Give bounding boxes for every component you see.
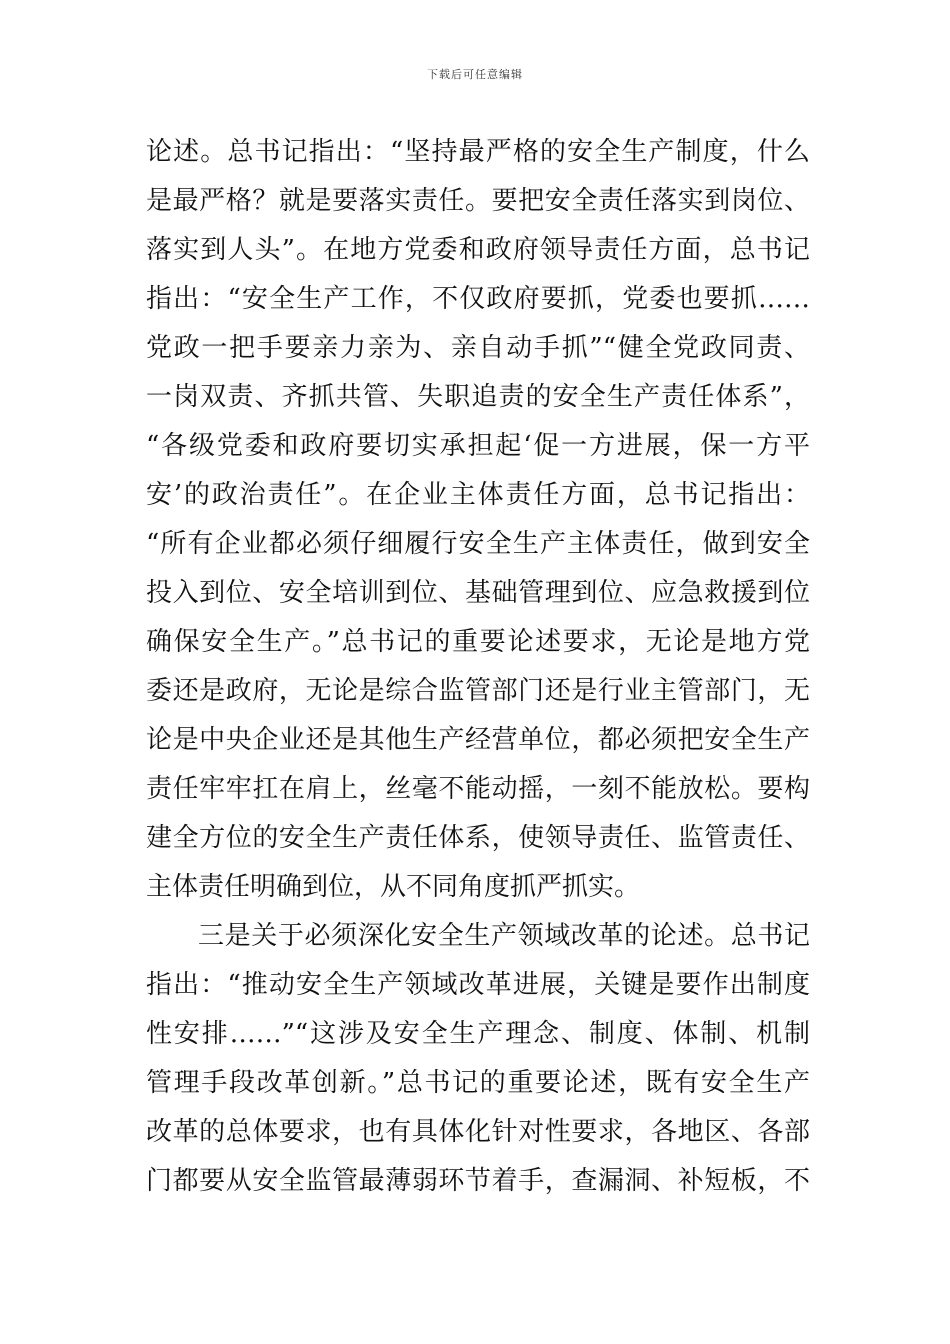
paragraph-1 <box>146 128 810 912</box>
text-line: 性安排……”“这涉及安全生产理念、制度、体制、机制 <box>146 1019 810 1049</box>
text-line: 建全方位的安全生产责任体系，使领导责任、监管责任、 <box>146 823 810 853</box>
text-line: 指出：“安全生产工作，不仅政府要抓，党委也要抓…… <box>146 284 810 314</box>
text-line: “各级党委和政府要切实承担起‘促一方进展，保一方平 <box>146 431 810 461</box>
text-line: 论述。总书记指出：“坚持最严格的安全生产制度，什么 <box>146 137 810 167</box>
text-line: 落实到人头”。在地方党委和政府领导责任方面，总书记 <box>146 235 810 265</box>
text-line: 投入到位、安全培训到位、基础管理到位、应急救援到位 <box>146 578 810 608</box>
page-header: 下载后可任意编辑 <box>427 68 523 81</box>
text-line: “所有企业都必须仔细履行安全生产主体责任，做到安全 <box>146 529 810 559</box>
text-line: 门都要从安全监管最薄弱环节着手，查漏洞、补短板，不 <box>146 1166 810 1196</box>
document-body <box>146 128 810 1206</box>
text-line: 确保安全生产。”总书记的重要论述要求，无论是地方党 <box>146 627 810 657</box>
text-line: 管理手段改革创新。”总书记的重要论述，既有安全生产 <box>146 1068 810 1098</box>
text-line: 改革的总体要求，也有具体化针对性要求，各地区、各部 <box>146 1117 810 1147</box>
text-line: 论是中央企业还是其他生产经营单位，都必须把安全生产 <box>146 725 810 755</box>
text-line: 委还是政府，无论是综合监管部门还是行业主管部门，无 <box>146 676 810 706</box>
text-line: 是最严格？就是要落实责任。要把安全责任落实到岗位、 <box>146 186 810 216</box>
text-line: 主体责任明确到位，从不同角度抓严抓实。 <box>146 872 641 902</box>
text-line: 一岗双责、齐抓共管、失职追责的安全生产责任体系”， <box>146 382 810 412</box>
paragraph-2 <box>146 912 810 1206</box>
text-line: 安’的政治责任”。在企业主体责任方面，总书记指出： <box>146 480 810 510</box>
text-line: 党政一把手要亲力亲为、亲自动手抓”“健全党政同责、 <box>146 333 810 363</box>
text-line: 责任牢牢扛在肩上，丝毫不能动摇，一刻不能放松。要构 <box>146 774 810 804</box>
text-line: 三是关于必须深化安全生产领域改革的论述。总书记 <box>198 921 810 951</box>
text-line: 指出：“推动安全生产领域改革进展，关键是要作出制度 <box>146 970 810 1000</box>
